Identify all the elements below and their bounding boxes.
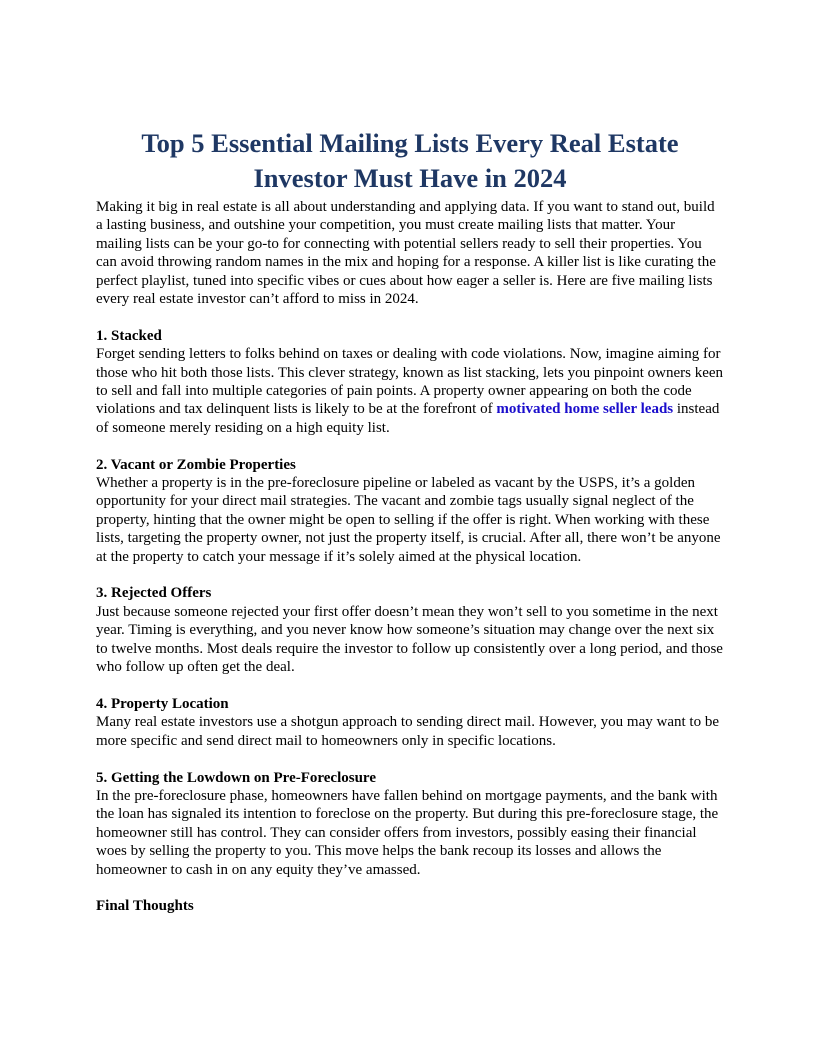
title-line-1: Top 5 Essential Mailing Lists Every Real Estate xyxy=(141,128,679,158)
section-heading: 1. Stacked xyxy=(96,327,162,344)
section-body: Just because someone rejected your first offer doesn’t mean they won’t sell to you sometime in the next year. Timing is everything, and you never know how someone’s situation may change over the next six to twelve months. Most deals require the investor to follow up consistently over a long period, and those who follow up often get the deal. xyxy=(96,603,723,676)
section-rejected-offers xyxy=(96,584,724,676)
section-body xyxy=(96,345,724,437)
section-final-thoughts xyxy=(96,897,724,915)
section-heading: 2. Vacant or Zombie Properties xyxy=(96,456,296,473)
section-heading: 3. Rejected Offers xyxy=(96,585,212,602)
section-body: In the pre-foreclosure phase, homeowners have fallen behind on mortgage payments, and the bank with the loan has signaled its intention to foreclose on the property. But during this pre-foreclosure stage, the homeowner still has control. They can consider offers from investors, possibly easing their financial woes by selling the property to you. This move helps the bank recoup its losses and allows the homeowner to cash in on any equity they’ve amassed. xyxy=(96,787,719,878)
section-pre-foreclosure xyxy=(96,769,724,879)
motivated-seller-leads-link[interactable]: motivated home seller leads xyxy=(496,401,674,418)
section-heading: 4. Property Location xyxy=(96,695,229,712)
section-body-text: instead of someone merely residing on a high equity list. xyxy=(96,401,720,436)
section-body: Whether a property is in the pre-foreclosure pipeline or labeled as vacant by the USPS, it’s a golden opportunity for your direct mail strategies. The vacant and zombie tags usually signal neglect of the property, hinting that the owner might be open to selling if the offer is right. When working with these lists, targeting the property owner, not just the property itself, is crucial. After all, there won’t be anyone at the property to catch your message if it’s solely aimed at the physical location. xyxy=(96,475,721,565)
section-heading: 5. Getting the Lowdown on Pre-Foreclosure xyxy=(96,769,376,786)
section-property-location xyxy=(96,695,724,750)
intro-paragraph: Making it big in real estate is all about understanding and applying data. If you want to stand out, build a lasting business, and outshine your competition, you must create mailing lists that matter. Your mailing lists can be your go-to for connecting with potential sellers ready to sell their properties. You can avoid throwing random names in the mix and hoping for a response. A killer list is like curating the perfect playlist, tuned into specific vibes or cues about how eager a seller is. Here are five mailing lists every real estate investor can’t afford to miss in 2024. xyxy=(96,199,716,308)
section-vacant-zombie xyxy=(96,456,724,566)
document-page xyxy=(96,126,724,916)
document-title xyxy=(96,126,724,196)
title-line-2: Investor Must Have in 2024 xyxy=(253,163,567,193)
section-stacked xyxy=(96,327,724,437)
section-body-text: Forget sending letters to folks behind on taxes or dealing with code violations. Now, imagine aiming for those who hit both those lists. This clever strategy, known as list stacking, lets you pinpoint owners keen to sell and fall into multiple categories of pain points. A property owner appearing on both the code violations and tax delinquent lists is likely to be at the forefront of xyxy=(96,346,724,418)
section-heading: Final Thoughts xyxy=(96,898,194,915)
section-body: Many real estate investors use a shotgun approach to sending direct mail. However, you may want to be more specific and send direct mail to homeowners only in specific locations. xyxy=(96,714,719,749)
